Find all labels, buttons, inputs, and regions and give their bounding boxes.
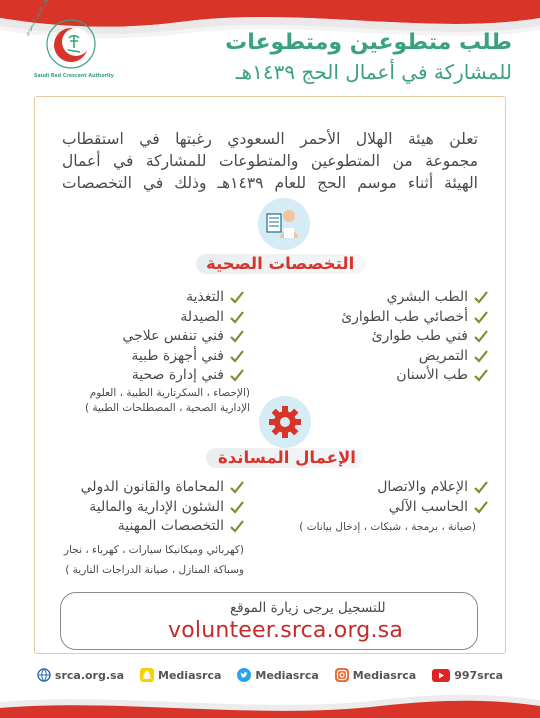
list-item: [377, 478, 488, 498]
list-item-label: الشئون الإدارية والمالية: [89, 498, 224, 515]
doctor-icon: [258, 198, 310, 250]
footer-youtube-label: 997srca: [454, 668, 504, 682]
list-item: [122, 347, 244, 367]
check-icon: [474, 311, 488, 324]
list-item: [341, 366, 488, 386]
support-section-title: الإعمال المساندة: [218, 448, 356, 467]
check-icon: [474, 330, 488, 343]
registration-label: للتسجيل يرجى زيارة الموقع: [230, 600, 386, 616]
list-item: [81, 517, 244, 537]
check-icon: [230, 520, 244, 533]
note-line: وسباكة المنازل ، صيانة الدراجات النارية ): [65, 564, 244, 576]
list-item-label: فني أجهزة طبية: [131, 347, 224, 364]
check-icon: [230, 501, 244, 514]
footer-website-label: srca.org.sa: [54, 668, 125, 682]
list-item-label: الحاسب الآلي: [388, 498, 468, 515]
intro-paragraph: [62, 128, 478, 194]
youtube-icon: [432, 669, 450, 682]
note-line: الإدارية الصحية ، المصطلحات الطبية ): [84, 402, 250, 414]
support-list-right: [377, 478, 488, 517]
footer-twitter-label: Mediasrca: [255, 668, 319, 682]
footer-twitter[interactable]: [237, 668, 318, 682]
check-icon: [230, 291, 244, 304]
list-item-label: فني تنفس علاجي: [122, 328, 224, 344]
health-list-left: [122, 288, 244, 386]
list-item-label: فني إدارة صحية: [131, 367, 224, 383]
twitter-icon: [237, 668, 251, 682]
instagram-icon: [335, 668, 349, 682]
gear-icon-circle: [259, 396, 311, 448]
check-icon: [474, 369, 488, 382]
check-icon: [474, 291, 488, 304]
list-item: [122, 366, 244, 386]
footer-website[interactable]: [37, 668, 124, 682]
registration-url-link[interactable]: volunteer.srca.org.sa: [168, 618, 404, 643]
intro-line: مجموعة من المتطوعين والمتطوعات للمشاركة في أعمال: [62, 152, 478, 170]
check-icon: [230, 330, 244, 343]
note-line: (كهربائي وميكانيكا سيارات ، كهرباء ، نجار: [64, 544, 244, 556]
health-section-title: التخصصات الصحية: [206, 254, 355, 273]
list-item-label: الصيدلة: [180, 308, 224, 325]
page-title: طلب متطوعين ومتطوعات: [225, 30, 512, 55]
footer-snapchat-label: Mediasrca: [158, 668, 222, 682]
intro-line: الهيئة أثناء موسم الحج للعام ١٤٣٩هـ وذلك في التخصصات: [62, 174, 478, 192]
footer-instagram[interactable]: [335, 668, 416, 682]
list-item-label: التمريض: [418, 347, 468, 364]
list-item: [122, 327, 244, 347]
list-item: [81, 498, 244, 518]
list-item-label: التغذية: [186, 289, 224, 305]
footer-youtube[interactable]: [432, 669, 503, 682]
note-line: (الإحصاء ، السكرتارية الطبية ، العلوم: [89, 387, 250, 399]
footer-instagram-label: Mediasrca: [352, 668, 417, 682]
check-icon: [474, 350, 488, 363]
list-item-label: فني طب طوارئ: [371, 328, 468, 344]
list-item: [122, 288, 244, 308]
check-icon: [230, 369, 244, 382]
footer-snapchat[interactable]: [140, 668, 221, 682]
intro-line: تعلن هيئة الهلال الأحمر السعودي رغبتها في استقطاب: [62, 130, 478, 148]
support-professional-note: [64, 540, 244, 580]
check-icon: [474, 501, 488, 514]
list-item: [122, 308, 244, 328]
org-name-en: Saudi Red Crescent Authority: [34, 74, 114, 79]
list-item: [81, 478, 244, 498]
list-item: [377, 498, 488, 518]
list-item-label: المحاماة والقانون الدولي: [80, 479, 224, 495]
list-item: [341, 288, 488, 308]
social-footer: [0, 660, 540, 690]
support-computer-note: (صيانة ، برمجة ، شبكات ، إدخال بيانات ): [299, 521, 476, 533]
list-item: [341, 347, 488, 367]
health-list-right: [341, 288, 488, 386]
list-item-label: التخصصات المهنية: [117, 518, 224, 534]
globe-icon: [37, 668, 51, 682]
check-icon: [474, 481, 488, 494]
bottom-wave-decoration: [0, 690, 540, 718]
check-icon: [230, 481, 244, 494]
list-item: [341, 327, 488, 347]
snapchat-icon: [140, 668, 154, 682]
gear-icon: [259, 396, 311, 448]
support-list-left: [81, 478, 244, 537]
list-item-label: طب الأسنان: [396, 367, 468, 383]
check-icon: [230, 311, 244, 324]
page-subtitle: للمشاركة في أعمال الحج ١٤٣٩هـ: [235, 60, 512, 84]
list-item-label: الطب البشري: [386, 289, 468, 305]
list-item-label: الإعلام والاتصال: [377, 479, 468, 495]
health-admin-note: [85, 386, 250, 416]
list-item-label: أخصائي طب الطوارئ: [341, 308, 468, 325]
list-item: [341, 308, 488, 328]
check-icon: [230, 350, 244, 363]
doctor-icon-circle: [258, 198, 310, 250]
